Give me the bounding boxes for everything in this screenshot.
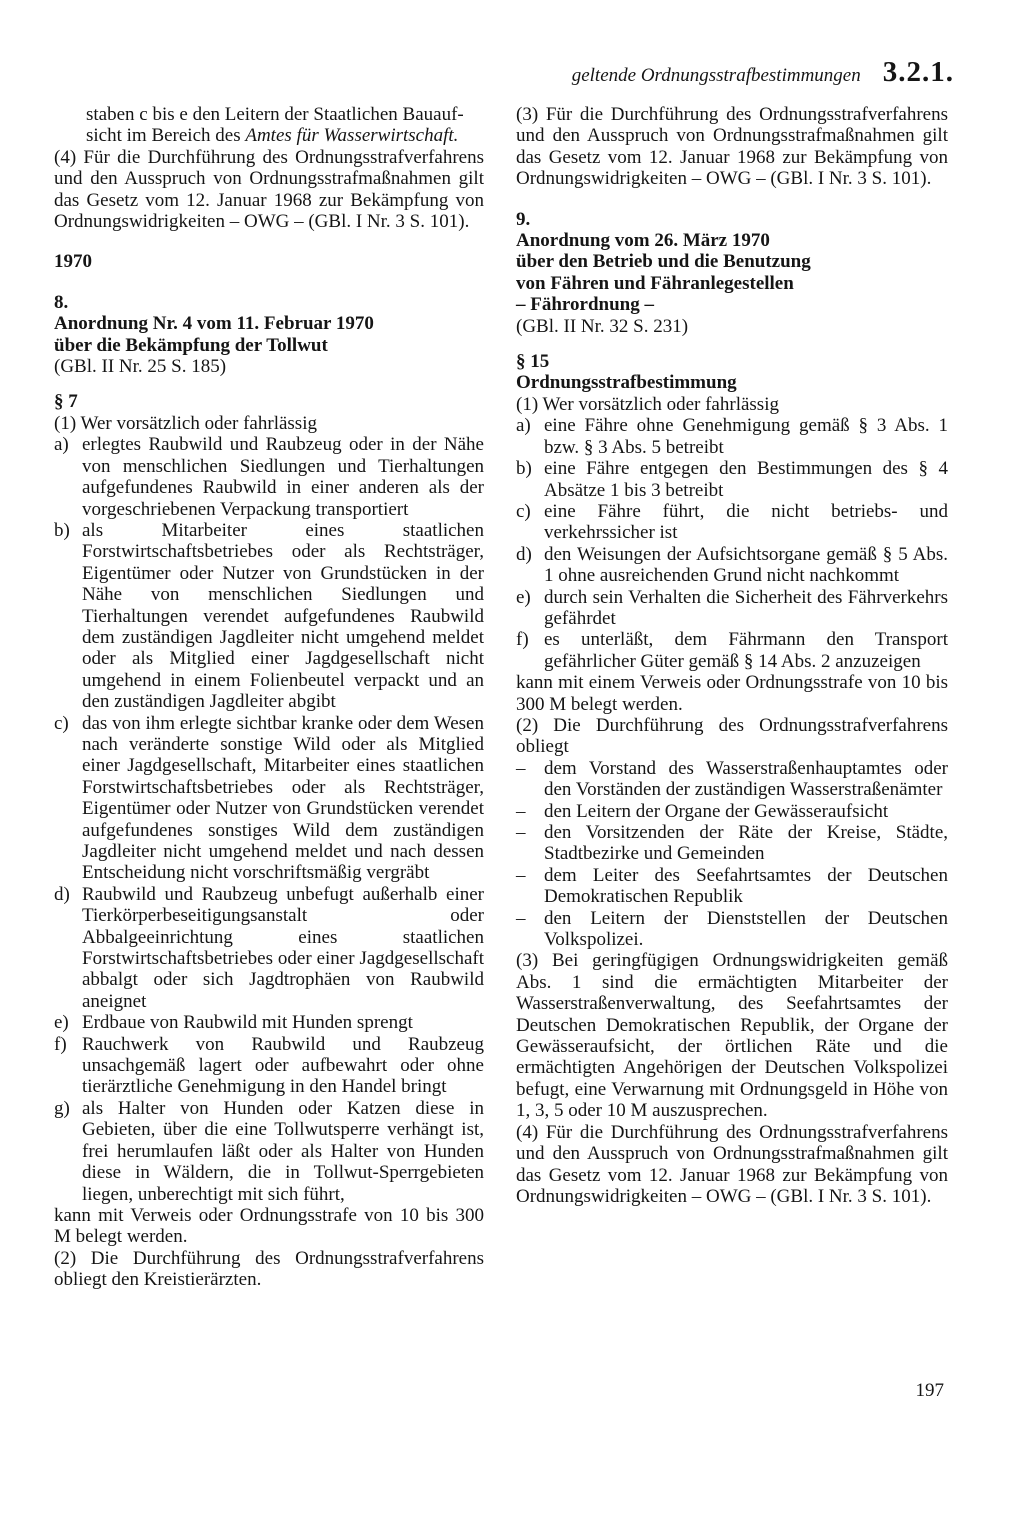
list-marker: b) [516,458,532,480]
paragraph-2-right: (2) Die Durchführung des Ordnungsstrafverfahrens obliegt [516,714,948,758]
list-item [516,458,948,501]
paragraph-4-right: (4) Für die Durchführung des Ordnungsstrafverfahrens und den Ausspruch von Ordnungsstrafmaßnahmen gilt das Gesetz vom 12. Januar 1968 zur Bekämpfung von Ordnungswidrigkeiten – OWG – (GBl. I Nr. 3 S. 101). [516,1121,948,1207]
entry-8-reference: (GBl. II Nr. 25 S. 185) [54,356,227,378]
list-item [54,520,484,713]
dash-marker: – [516,822,526,843]
dash-item [516,908,948,951]
list-item-text: das von ihm erlegte sichtbar kranke oder dem Wesen nach veränderte sonstige Wild oder als Mitglied einer Jagdgesellschaft, Mitarbeiter eines staatlichen Forstwirtschaftsbetriebes oder als Rechtsträger, Eigentümer oder Nutzer von Grundstücken verendet aufgefundenes sonstiges Wild dem zuständigen Jagdleiter nicht umgehend meldet und nach dessen Entscheidung nicht vorschriftsmäßig vergräbt [82,712,484,884]
dash-item-text: den Leitern der Organe der Gewässeraufsicht [544,800,889,822]
entry-8-title-line-1: Anordnung Nr. 4 vom 11. Februar 1970 [54,313,374,335]
running-header [572,56,954,86]
entry-9-title-line-4: – Fährordnung – [516,294,654,316]
list-item-text: eine Fähre ohne Genehmigung gemäß § 3 Abs. 1 bzw. § 3 Abs. 5 betreibt [544,415,948,458]
dash-marker: – [516,757,526,779]
list-item-text: als Halter von Hunden oder Katzen diese in Gebieten, über die eine Tollwutsperre verhängt ist, frei herumlaufen läßt oder als Halter von Hunden diese in Wäldern, die in Tollwut-Sperrgebieten liegen, unberechtigt mit sich führt, [82,1097,484,1205]
section-15-para-1: (1) Wer vorsätzlich oder fahrlässig [516,393,779,415]
list-item-text: den Weisungen der Aufsichtsorgane gemäß § 5 Abs. 1 ohne ausreichenden Grund nicht nachkommt [544,543,948,587]
section-15-title: Ordnungsstrafbestimmung [516,372,737,394]
section-15-heading: § 15 [516,351,550,373]
section-number: 3.2.1. [882,56,954,88]
dash-item-text: den Vorsitzenden der Räte der Kreise, Städte, Stadtbezirke und Gemeinden [544,822,948,865]
list-item-text: durch sein Verhalten die Sicherheit des Fährverkehrs gefährdet [544,586,948,629]
list-item [54,434,484,520]
page-number: 197 [915,1380,944,1401]
paragraph-2-left: (2) Die Durchführung des Ordnungsstrafverfahrens obliegt den Kreistierärzten. [54,1247,484,1291]
list-item [54,1034,484,1098]
list-item-text: es unterläßt, dem Fährmann den Transport gefährlicher Güter gemäß § 14 Abs. 2 anzuzeigen [544,629,948,672]
list-item [54,1012,484,1033]
list-item [54,884,484,1012]
year-heading: 1970 [54,251,92,273]
list-item-text: als Mitarbeiter eines staatlichen Forstwirtschaftsbetriebes oder als Rechtsträger, Eigentümer oder Nutzer von Grundstücken in der Nähe von menschlichen Siedlungen und Tierhaltungen verendet aufgefundenes Raubwild dem zuständigen Jagdleiter nicht umgehend meldet oder als Mitglied einer Jagdgesellschaft nicht umgehend in einem Folienbeutel verpackt und an den zuständigen Jagdleiter abgibt [82,519,484,713]
entry-number-9: 9. [516,208,531,230]
list-item-text: Rauchwerk von Raubwild und Raubzeug unsachgemäß lagert oder aufbewahrt oder ohne tierärztliche Genehmigung in den Handel bringt [82,1033,484,1098]
list-marker: a) [54,434,69,456]
list-marker: d) [54,883,70,905]
list-marker: c) [54,712,69,734]
left-column [54,104,484,1291]
section-15-items [516,415,948,672]
right-column [516,104,948,1207]
dash-item [516,865,948,908]
dash-item-text: dem Vorstand des Wasserstraßenhauptamtes oder den Vorständen der zuständigen Wasserstraßenämter [544,757,948,801]
dash-marker: – [516,800,526,822]
list-marker: a) [516,415,531,437]
penalty-clause-right: kann mit einem Verweis oder Ordnungsstrafe von 10 bis 300 M belegt werden. [516,672,948,715]
list-marker: e) [54,1012,69,1034]
list-item-text: eine Fähre führt, die nicht betriebs- und verkehrssicher ist [544,500,948,544]
list-marker: f) [54,1033,67,1055]
header-title: geltende Ordnungsstrafbestimmungen [571,65,861,86]
list-marker: e) [516,586,531,608]
list-marker: f) [516,629,529,651]
entry-9-title-line-1: Anordnung vom 26. März 1970 [516,230,770,252]
list-item [54,713,484,884]
entry-number-8: 8. [54,291,69,313]
dash-item [516,801,948,822]
paragraph-3-right: (3) Für die Durchführung des Ordnungsstrafverfahrens und den Ausspruch von Ordnungsstrafmaßnahmen gilt das Gesetz vom 12. Januar 1968 zur Bekämpfung von Ordnungswidrigkeiten – OWG – (GBl. I Nr. 3 S. 101). [516,104,948,190]
intro-continuation [54,104,484,147]
list-marker: b) [54,519,70,541]
intro-line-1: staben c bis e den Leitern der Staatlichen Bauauf- [86,104,464,125]
responsible-bodies-list [516,758,948,951]
entry-9-title-line-3: von Fähren und Fähranlegestellen [516,272,794,294]
intro-line-2: sicht im Bereich des [86,125,246,147]
dash-item [516,758,948,801]
list-item-text: erlegtes Raubwild und Raubzeug oder in der Nähe von menschlichen Siedlungen und Tierhaltungen aufgefundenes Raubwild in einer anderen als der vorgeschriebenen Verpackung transportiert [82,434,484,520]
section-7-items [54,434,484,1205]
paragraph-4-left: (4) Für die Durchführung des Ordnungsstrafverfahrens und den Ausspruch von Ordnungsstrafmaßnahmen gilt das Gesetz vom 12. Januar 1968 zur Bekämpfung von Ordnungswidrigkeiten – OWG – (GBl. I Nr. 3 S. 101). [54,146,484,233]
list-item [516,629,948,672]
section-7-heading: § 7 [54,391,78,413]
dash-marker: – [516,864,526,886]
list-item [516,415,948,458]
list-marker: c) [516,500,531,522]
paragraph-3b-right: (3) Bei geringfügigen Ordnungswidrigkeiten gemäß Abs. 1 sind die ermächtigten Mitarbeiter der Wasserstraßenverwaltung, des Seefahrtsamtes der Deutschen Demokratischen Republik, der Organe der Gewässeraufsicht, der örtlichen Räte und die ermächtigten Angehörigen der Deutschen Volkspolizei befugt, eine Verwarnung mit Ordnungsgeld in Höhe von 1, 3, 5 oder 10 M auszusprechen. [516,950,948,1122]
list-item-text: Raubwild und Raubzeug unbefugt außerhalb einer Tierkörperbeseitigungsanstalt oder Abbalgeeinrichtung eines staatlichen Forstwirtschaftsbetriebes oder einer Jagdgesellschaft abbalgt oder sich Jagdtrophäen von Raubwild aneignet [82,883,484,1012]
list-marker: g) [54,1097,70,1119]
dash-item [516,822,948,865]
section-7-para-1: (1) Wer vorsätzlich oder fahrlässig [54,412,317,434]
dash-item-text: den Leitern der Dienststellen der Deutschen Volkspolizei. [544,907,948,951]
list-marker: d) [516,543,532,565]
intro-line-2-italic: Amtes für Wasserwirtschaft. [245,125,459,147]
dash-marker: – [516,907,526,929]
entry-8-title-line-2: über die Bekämpfung der Tollwut [54,334,328,356]
list-item [516,587,948,630]
dash-item-text: dem Leiter des Seefahrtsamtes der Deutschen Demokratischen Republik [544,864,948,908]
list-item [516,501,948,544]
entry-9-reference: (GBl. II Nr. 32 S. 231) [516,315,689,337]
list-item-text: eine Fähre entgegen den Bestimmungen des § 4 Absätze 1 bis 3 betreibt [544,458,948,501]
list-item [54,1098,484,1205]
list-item [516,544,948,587]
list-item-text: Erdbaue von Raubwild mit Hunden sprengt [82,1012,413,1034]
penalty-clause-left: kann mit Verweis oder Ordnungsstrafe von 10 bis 300 M belegt werden. [54,1204,484,1248]
entry-9-title-line-2: über den Betrieb und die Benutzung [516,251,811,273]
